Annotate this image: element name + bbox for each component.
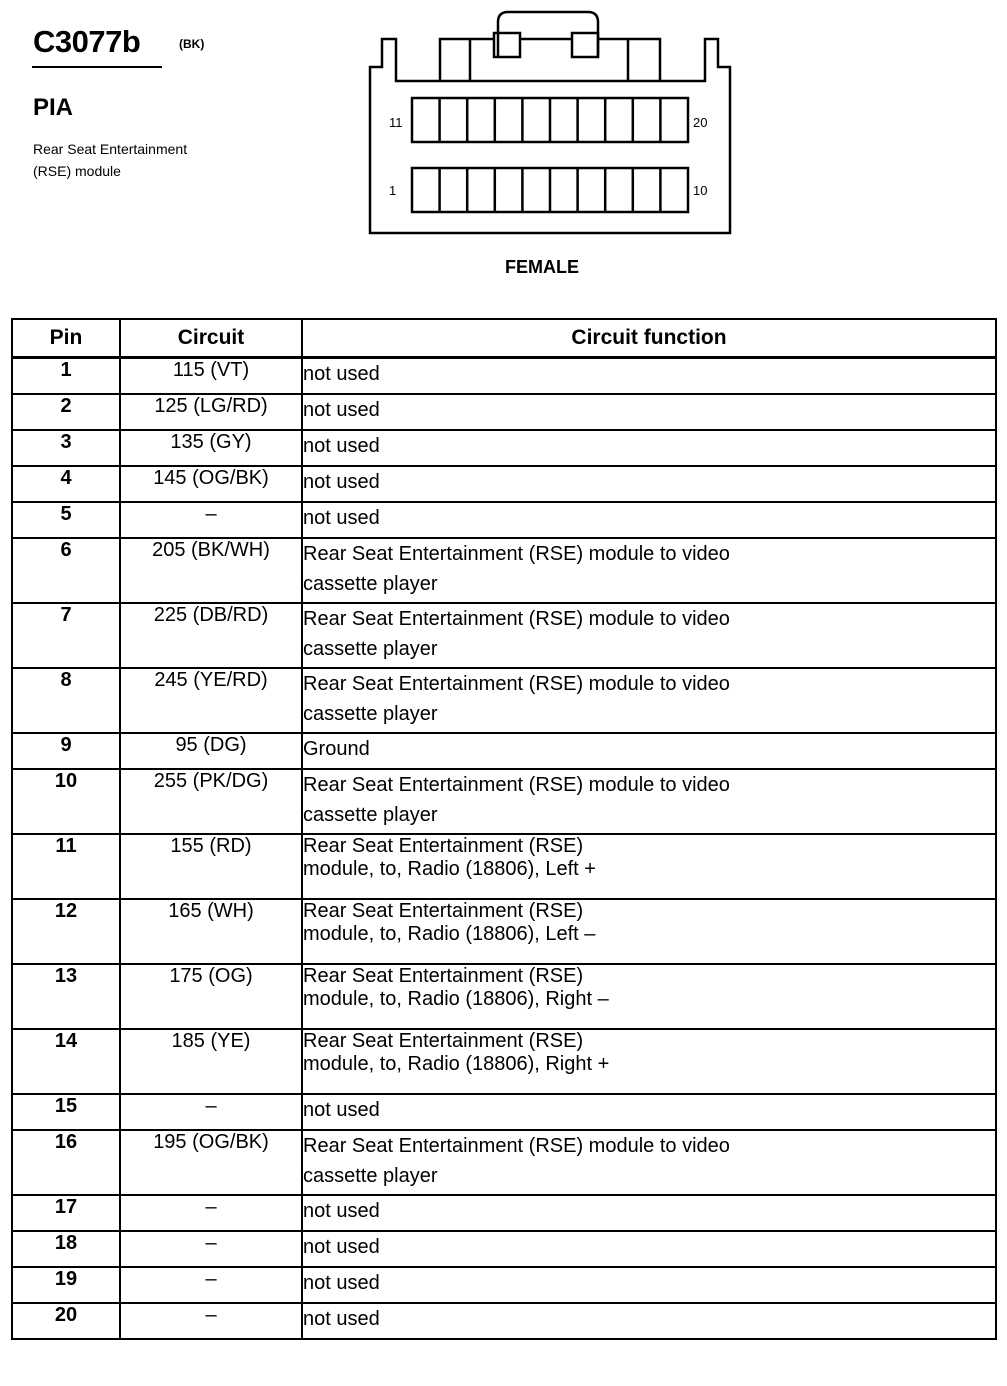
circuit-function-cell <box>302 1029 996 1094</box>
housing-tabs <box>440 39 660 81</box>
top-pin-row <box>412 98 688 142</box>
table-row <box>12 1195 996 1231</box>
circuit-function-line: Rear Seat Entertainment (RSE) <box>303 1030 584 1052</box>
table-row <box>12 1094 996 1130</box>
circuit-function-line: Rear Seat Entertainment (RSE) module to video <box>303 608 730 630</box>
column-header-circuit-function: Circuit function <box>302 319 996 358</box>
circuit-function-line: cassette player <box>303 703 438 725</box>
latch-slot-right <box>572 33 598 57</box>
circuit-cell: 95 (DG) <box>120 733 302 769</box>
circuit-function-cell <box>302 1094 996 1130</box>
component-name-line: (RSE) module <box>33 163 121 179</box>
pin-cell: 8 <box>12 668 120 733</box>
circuit-function-line: cassette player <box>303 1165 438 1187</box>
pinout-table-body <box>12 358 996 1340</box>
pin-cell: 6 <box>12 538 120 603</box>
pin-cell: 5 <box>12 502 120 538</box>
circuit-function-line: not used <box>303 471 380 493</box>
circuit-function-line: module, to, Radio (18806), Left – <box>303 923 596 945</box>
circuit-function-line: Rear Seat Entertainment (RSE) <box>303 900 584 922</box>
column-header-circuit: Circuit <box>120 319 302 358</box>
circuit-function-cell <box>302 430 996 466</box>
circuit-cell: 125 (LG/RD) <box>120 394 302 430</box>
circuit-cell: – <box>120 1303 302 1339</box>
circuit-function-line: Rear Seat Entertainment (RSE) module to video <box>303 543 730 565</box>
table-row <box>12 1303 996 1339</box>
circuit-function-line: cassette player <box>303 573 438 595</box>
circuit-function-cell <box>302 668 996 733</box>
pin-cell: 11 <box>12 834 120 899</box>
circuit-cell: 255 (PK/DG) <box>120 769 302 834</box>
table-row <box>12 899 996 964</box>
table-row <box>12 834 996 899</box>
circuit-function-line: Rear Seat Entertainment (RSE) module to video <box>303 1135 730 1157</box>
table-row <box>12 1029 996 1094</box>
circuit-cell: 145 (OG/BK) <box>120 466 302 502</box>
circuit-cell: 155 (RD) <box>120 834 302 899</box>
circuit-cell: 205 (BK/WH) <box>120 538 302 603</box>
table-row <box>12 1130 996 1195</box>
pin-cell: 18 <box>12 1231 120 1267</box>
circuit-function-line: cassette player <box>303 804 438 826</box>
connector-gender: FEMALE <box>505 257 579 277</box>
connector-id: C3077b <box>33 24 141 59</box>
circuit-function-line: Rear Seat Entertainment (RSE) module to video <box>303 673 730 695</box>
circuit-function-cell <box>302 502 996 538</box>
table-row <box>12 538 996 603</box>
circuit-cell: 165 (WH) <box>120 899 302 964</box>
circuit-function-cell <box>302 538 996 603</box>
circuit-function-line: not used <box>303 399 380 421</box>
circuit-function-line: module, to, Radio (18806), Right – <box>303 988 609 1010</box>
connector-color: (BK) <box>179 37 205 51</box>
circuit-function-cell <box>302 1195 996 1231</box>
table-row <box>12 964 996 1029</box>
circuit-function-cell <box>302 466 996 502</box>
circuit-function-cell <box>302 1267 996 1303</box>
table-row <box>12 466 996 502</box>
circuit-function-cell <box>302 1303 996 1339</box>
circuit-cell: 115 (VT) <box>120 358 302 395</box>
circuit-cell: – <box>120 1267 302 1303</box>
circuit-cell: 175 (OG) <box>120 964 302 1029</box>
pin-cell: 4 <box>12 466 120 502</box>
connector-id-underline <box>32 66 162 68</box>
pin-number-label: 10 <box>693 183 708 198</box>
circuit-function-line: not used <box>303 1236 380 1258</box>
pin-cell: 16 <box>12 1130 120 1195</box>
pin-cell: 12 <box>12 899 120 964</box>
circuit-function-line: module, to, Radio (18806), Right + <box>303 1053 610 1075</box>
table-row <box>12 769 996 834</box>
circuit-function-cell <box>302 834 996 899</box>
circuit-function-cell <box>302 899 996 964</box>
circuit-function-cell <box>302 1130 996 1195</box>
table-row <box>12 394 996 430</box>
circuit-cell: – <box>120 1195 302 1231</box>
pin-cell: 19 <box>12 1267 120 1303</box>
connector-latch <box>498 12 598 57</box>
circuit-function-cell <box>302 769 996 834</box>
pin-cell: 1 <box>12 358 120 395</box>
connector-face-diagram <box>360 5 740 245</box>
circuit-cell: – <box>120 502 302 538</box>
table-row <box>12 603 996 668</box>
pin-cell: 7 <box>12 603 120 668</box>
table-row <box>12 430 996 466</box>
circuit-function-line: not used <box>303 1099 380 1121</box>
table-row <box>12 1231 996 1267</box>
table-row <box>12 733 996 769</box>
pin-cell: 15 <box>12 1094 120 1130</box>
circuit-function-line: not used <box>303 507 380 529</box>
circuit-function-cell <box>302 358 996 395</box>
circuit-function-line: not used <box>303 1308 380 1330</box>
pin-cell: 17 <box>12 1195 120 1231</box>
circuit-function-line: module, to, Radio (18806), Left + <box>303 858 596 880</box>
component-name <box>33 138 263 182</box>
circuit-function-line: not used <box>303 363 380 385</box>
component-name-line: Rear Seat Entertainment <box>33 141 188 157</box>
circuit-function-cell <box>302 964 996 1029</box>
circuit-function-line: Rear Seat Entertainment (RSE) <box>303 965 584 987</box>
circuit-function-line: not used <box>303 1272 380 1294</box>
circuit-function-line: cassette player <box>303 638 438 660</box>
circuit-function-line: not used <box>303 435 380 457</box>
pinout-table <box>11 318 997 1340</box>
circuit-cell: 225 (DB/RD) <box>120 603 302 668</box>
column-header-pin: Pin <box>12 319 120 358</box>
table-row <box>12 668 996 733</box>
table-row <box>12 502 996 538</box>
circuit-function-line: Rear Seat Entertainment (RSE) module to video <box>303 774 730 796</box>
pin-number-label: 11 <box>389 115 403 130</box>
pin-cell: 14 <box>12 1029 120 1094</box>
circuit-cell: 245 (YE/RD) <box>120 668 302 733</box>
pin-number-label: 1 <box>389 183 397 198</box>
table-row <box>12 1267 996 1303</box>
pin-cell: 9 <box>12 733 120 769</box>
circuit-function-line: Ground <box>303 738 370 760</box>
circuit-cell: 195 (OG/BK) <box>120 1130 302 1195</box>
circuit-function-line: Rear Seat Entertainment (RSE) <box>303 835 584 857</box>
pin-cell: 3 <box>12 430 120 466</box>
circuit-cell: – <box>120 1094 302 1130</box>
pin-cell: 2 <box>12 394 120 430</box>
circuit-function-cell <box>302 733 996 769</box>
circuit-function-cell <box>302 1231 996 1267</box>
circuit-cell: 185 (YE) <box>120 1029 302 1094</box>
circuit-function-line: not used <box>303 1200 380 1222</box>
pin-cell: 13 <box>12 964 120 1029</box>
table-row <box>12 358 996 395</box>
circuit-cell: 135 (GY) <box>120 430 302 466</box>
bottom-pin-row <box>412 168 688 212</box>
pin-cell: 20 <box>12 1303 120 1339</box>
circuit-function-cell <box>302 603 996 668</box>
component-code: PIA <box>33 94 74 121</box>
pin-number-label: 20 <box>693 115 708 130</box>
circuit-cell: – <box>120 1231 302 1267</box>
pin-cell: 10 <box>12 769 120 834</box>
table-header-row <box>12 319 996 358</box>
circuit-function-cell <box>302 394 996 430</box>
